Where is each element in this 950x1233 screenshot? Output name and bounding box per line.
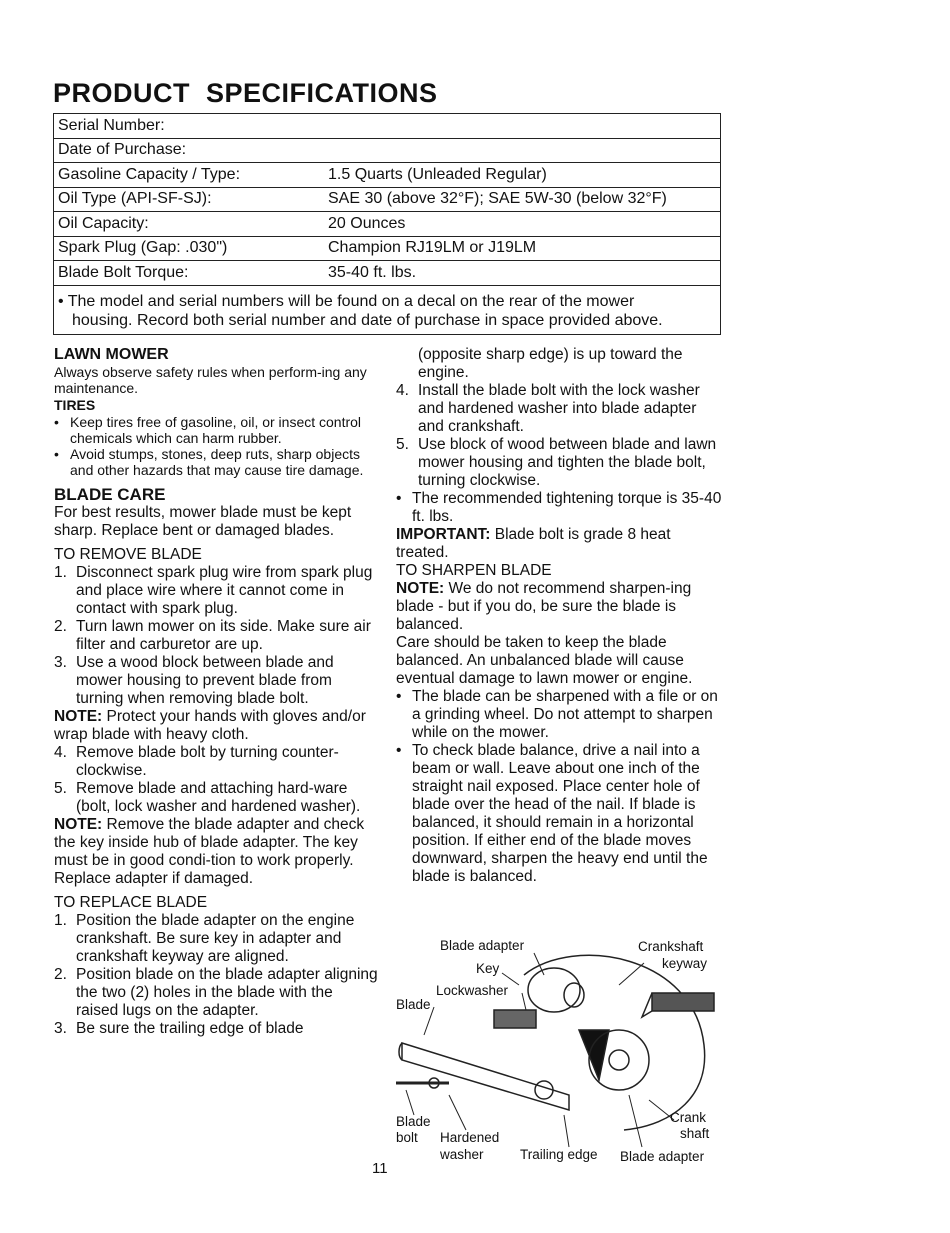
spec-row [54, 212, 720, 237]
label-crankshaft: Crankshaft [638, 939, 704, 954]
continued-text: (opposite sharp edge) is up toward the engine. [418, 346, 683, 381]
label-blade-adapter: Blade adapter [440, 938, 525, 953]
spec-value: 1.5 Quarts (Unleaded Regular) [328, 165, 547, 183]
left-column [54, 346, 379, 1038]
spec-label: Oil Capacity: [58, 214, 149, 232]
remove-blade-heading: TO REMOVE BLADE [54, 546, 202, 563]
label-trailing-edge: Trailing edge [520, 1147, 598, 1162]
housing-outline [524, 955, 708, 1130]
list-item: • Avoid stumps, stones, deep ruts, sharp objects and other hazards that may cause tire damage. [54, 446, 364, 478]
remove-blade-steps [54, 564, 379, 708]
blade-assembly-diagram [394, 935, 724, 1170]
blade-care-text: For best results, mower blade must be kept sharp. Replace bent or damaged blades. [54, 504, 352, 539]
sharpen-bullets [396, 688, 726, 886]
page-title: PRODUCT SPECIFICATIONS [53, 78, 438, 108]
label-blade-bolt: Blade [396, 1114, 431, 1129]
note-line: housing. Record both serial number and date of purchase in space provided above. [72, 311, 663, 329]
adapter-wedge [579, 1030, 609, 1080]
spec-row [54, 237, 720, 262]
spec-label: Spark Plug (Gap: .030") [58, 239, 228, 257]
lockwasher-shape [494, 1010, 536, 1028]
spec-label: Blade Bolt Torque: [58, 263, 189, 281]
install-steps [396, 382, 726, 526]
tires-heading: TIRES [54, 397, 96, 413]
list-item: 2. Turn lawn mower on its side. Make sure air filter and carburetor are up. [54, 618, 371, 653]
replace-blade-heading: TO REPLACE BLADE [54, 894, 208, 911]
note-adapter: NOTE: Remove the blade adapter and check the key inside hub of blade adapter. The key must be in good condi-tion to work properly. Replace adapter if damaged. [54, 816, 365, 887]
spec-label: Gasoline Capacity / Type: [58, 165, 241, 183]
label-bolt: bolt [396, 1130, 418, 1145]
note-sharpen: NOTE: We do not recommend sharpen-ing blade - but if you do, be sure the blade is balanced. [396, 580, 692, 633]
list-item: 1. Disconnect spark plug wire from spark plug and place wire where it cannot come in contact with spark plug. [54, 564, 373, 617]
sharpen-blade-heading: TO SHARPEN BLADE [396, 562, 552, 579]
label-blade: Blade [396, 997, 431, 1012]
list-item: • The blade can be sharpened with a file or on a grinding wheel. Do not attempt to sharpen while on the mower. [396, 688, 718, 741]
replace-blade-steps [54, 912, 379, 1038]
spec-label: Serial Number: [58, 116, 165, 134]
spec-row [54, 261, 720, 286]
list-item: 2. Position blade on the blade adapter aligning the two (2) holes in the blade with the raised lugs on the adapter. [54, 966, 378, 1019]
spec-label: Oil Type (API-SF-SJ): [58, 190, 212, 208]
spec-row [54, 163, 720, 188]
list-item: • Keep tires free of gasoline, oil, or insect control chemicals which can harm rubber. [54, 414, 362, 446]
specifications-table [53, 113, 721, 335]
spec-value: 35-40 ft. lbs. [328, 263, 417, 281]
list-item: 4. Remove blade bolt by turning counter-clockwise. [54, 744, 339, 779]
important-note: IMPORTANT: Blade bolt is grade 8 heat treated. [396, 526, 671, 561]
remove-blade-steps-continued [54, 744, 379, 816]
label-keyway: keyway [662, 956, 708, 971]
list-item: 5. Use block of wood between blade and lawn mower housing and tighten the blade bolt, turning clockwise. [396, 436, 717, 489]
label-crank: Crank [670, 1110, 707, 1125]
note-line: • The model and serial numbers will be found on a decal on the rear of the mower [58, 292, 635, 310]
label-key: Key [476, 961, 500, 976]
label-hardened: Hardened [440, 1130, 500, 1145]
blade-shape [402, 1043, 569, 1110]
right-column [396, 346, 726, 886]
list-item: 3. Be sure the trailing edge of blade [54, 1020, 304, 1037]
blade-care-heading: BLADE CARE [54, 485, 166, 504]
serial-number-note [54, 286, 720, 334]
spec-row [54, 114, 720, 139]
spec-value: 20 Ounces [328, 214, 406, 232]
label-blade-adapter-bottom: Blade adapter [620, 1149, 705, 1164]
care-text: Care should be taken to keep the blade balanced. An unbalanced blade will cause eventual damage to lawn mower or engine. [396, 634, 693, 687]
list-item: • To check blade balance, drive a nail into a beam or wall. Leave about one inch of the straight nail exposed. Place center hole of blade over the head of the nail. If blade is balanced, it should remain in a horizontal position. If either end of the blade moves downward, sharpen the heavy end until the blade is balanced. [396, 742, 708, 885]
spec-value: SAE 30 (above 32°F); SAE 5W-30 (below 32°F) [328, 190, 667, 208]
label-washer: washer [440, 1147, 484, 1162]
list-item: 5. Remove blade and attaching hard-ware (bolt, lock washer and hardened washer). [54, 780, 361, 815]
label-shaft: shaft [680, 1126, 710, 1141]
spec-row [54, 188, 720, 213]
label-lockwasher: Lockwasher [436, 983, 509, 998]
crankshaft-shape [652, 993, 714, 1011]
list-item: 4. Install the blade bolt with the lock washer and hardened washer into blade adapter and crankshaft. [396, 382, 700, 435]
tires-list [54, 414, 379, 478]
spec-row [54, 139, 720, 164]
lawn-mower-heading: LAWN MOWER [54, 346, 169, 363]
spec-label: Date of Purchase: [58, 141, 187, 159]
key-shape [528, 968, 580, 1012]
list-item: 3. Use a wood block between blade and mower housing to prevent blade from turning when removing blade bolt. [54, 654, 334, 707]
list-item: 1. Position the blade adapter on the engine crankshaft. Be sure key in adapter and crankshaft keyway are aligned. [54, 912, 355, 965]
page-number: 11 [372, 1160, 388, 1177]
lawn-mower-text: Always observe safety rules when perform-ing any maintenance. [54, 364, 367, 396]
note-gloves: NOTE: Protect your hands with gloves and/or wrap blade with heavy cloth. [54, 708, 366, 743]
list-item: • The recommended tightening torque is 35-40 ft. lbs. [396, 490, 722, 525]
spec-value: Champion RJ19LM or J19LM [328, 239, 537, 257]
